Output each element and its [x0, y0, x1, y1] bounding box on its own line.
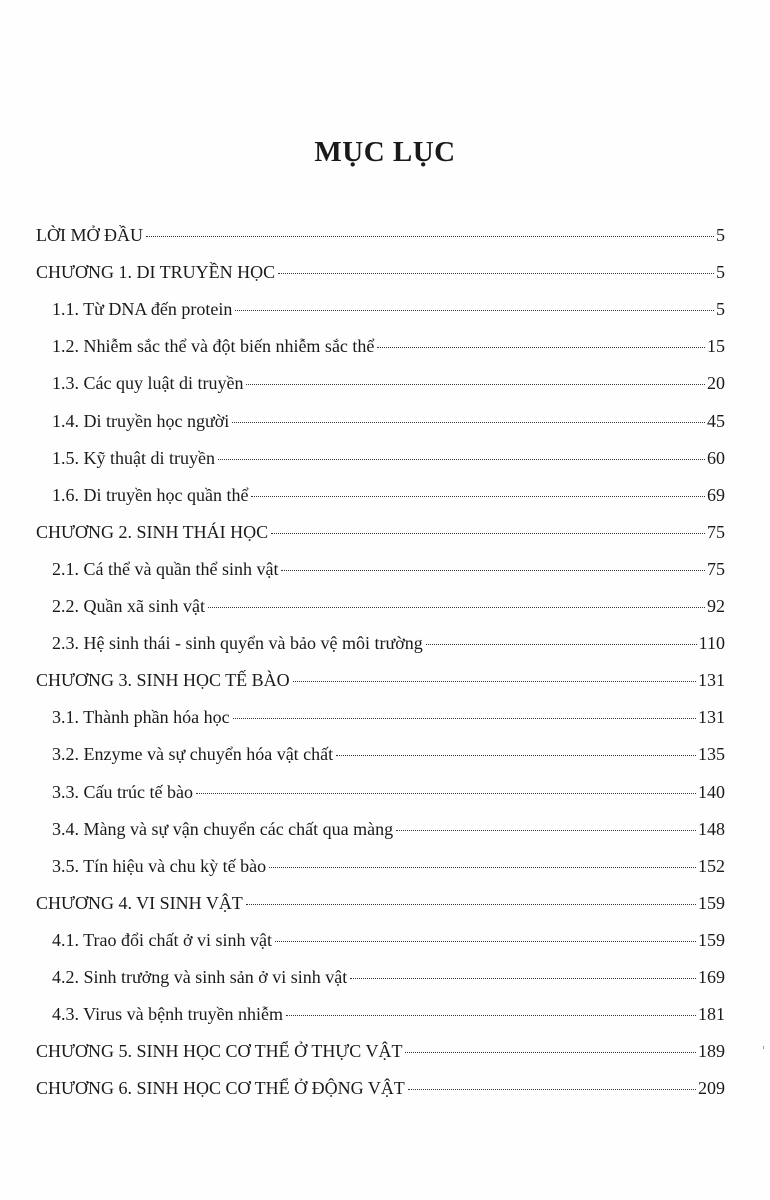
toc-dot-leader — [271, 533, 705, 534]
toc-section-entry — [52, 625, 725, 661]
toc-entry-label: 2.2. Quần xã sinh vật — [52, 596, 205, 616]
toc-chapter-entry — [36, 1033, 725, 1069]
toc-section-entry — [52, 551, 725, 587]
toc-page-number: 75 — [707, 559, 725, 579]
toc-page-number: 5 — [716, 225, 725, 245]
toc-entry-label: CHƯƠNG 1. DI TRUYỀN HỌC — [36, 262, 276, 282]
toc-page-number: 5 — [716, 299, 725, 319]
toc-dot-leader — [251, 496, 705, 497]
toc-chapter-entry — [36, 217, 725, 253]
toc-dot-leader — [196, 793, 696, 794]
toc-entry-label: CHƯƠNG 2. SINH THÁI HỌC — [36, 522, 269, 542]
toc-page-number: 148 — [698, 819, 725, 839]
toc-dot-leader — [269, 867, 696, 868]
toc-dot-leader — [350, 978, 696, 979]
toc-page-number: 135 — [698, 744, 725, 764]
toc-dot-leader — [232, 422, 705, 423]
toc-dot-leader — [246, 384, 705, 385]
toc-entry-label: 1.2. Nhiễm sắc thể và đột biến nhiễm sắc thể — [52, 336, 375, 356]
toc-dot-leader — [235, 310, 714, 311]
toc-entry-label: 1.6. Di truyền học quần thể — [52, 485, 249, 505]
toc-section-entry — [52, 365, 725, 401]
toc-section-entry — [52, 291, 725, 327]
toc-entry-label: 2.1. Cá thể và quần thể sinh vật — [52, 559, 279, 579]
toc-dot-leader — [405, 1052, 696, 1053]
toc-dot-leader — [293, 681, 696, 682]
toc-page-number: 131 — [698, 707, 725, 727]
toc-page-number: 60 — [707, 448, 725, 468]
toc-dot-leader — [408, 1089, 696, 1090]
toc-page-number: 181 — [698, 1004, 725, 1024]
toc-chapter-entry — [36, 885, 725, 921]
toc-entry-label: CHƯƠNG 3. SINH HỌC TẾ BÀO — [36, 670, 290, 690]
toc-dot-leader — [426, 644, 697, 645]
toc-page-number: 110 — [698, 633, 725, 653]
toc-dot-leader — [233, 718, 696, 719]
toc-section-entry — [52, 328, 725, 364]
toc-entry-label: CHƯƠNG 5. SINH HỌC CƠ THỂ Ở THỰC VẬT — [36, 1041, 403, 1061]
toc-entry-label: 2.3. Hệ sinh thái - sinh quyển và bảo vệ môi trường — [52, 633, 423, 653]
toc-section-entry — [52, 403, 725, 439]
toc-page-number: 131 — [698, 670, 725, 690]
toc-dot-leader — [218, 459, 705, 460]
toc-entry-label: CHƯƠNG 6. SINH HỌC CƠ THỂ Ở ĐỘNG VẬT — [36, 1078, 405, 1098]
toc-chapter-entry — [36, 1070, 725, 1106]
toc-section-entry — [52, 440, 725, 476]
toc-dot-leader — [377, 347, 705, 348]
toc-page-number: 152 — [698, 856, 725, 876]
toc-dot-leader — [275, 941, 696, 942]
toc-page-number: 140 — [698, 782, 725, 802]
toc-entry-label: 4.2. Sinh trưởng và sinh sản ở vi sinh vật — [52, 967, 348, 987]
scan-speck — [763, 1046, 764, 1049]
toc-page-number: 69 — [707, 485, 725, 505]
toc-dot-leader — [286, 1015, 696, 1016]
toc-chapter-entry — [36, 662, 725, 698]
toc-section-entry — [52, 477, 725, 513]
toc-entry-label: 4.3. Virus và bệnh truyền nhiễm — [52, 1004, 284, 1024]
toc-page-number: 5 — [716, 262, 725, 282]
toc-section-entry — [52, 774, 725, 810]
toc-entry-label: 3.2. Enzyme và sự chuyển hóa vật chất — [52, 744, 334, 764]
toc-dot-leader — [146, 236, 714, 237]
toc-chapter-entry — [36, 514, 725, 550]
toc-entry-label: 1.1. Từ DNA đến protein — [52, 299, 233, 319]
toc-section-entry — [52, 588, 725, 624]
toc-entry-label: 1.4. Di truyền học người — [52, 411, 230, 431]
toc-section-entry — [52, 996, 725, 1032]
toc-dot-leader — [246, 904, 696, 905]
toc-entry-label: 1.3. Các quy luật di truyền — [52, 373, 244, 393]
toc-section-entry — [52, 959, 725, 995]
toc-section-entry — [52, 811, 725, 847]
toc-section-entry — [52, 848, 725, 884]
toc-page-number: 209 — [698, 1078, 725, 1098]
toc-page-number: 20 — [707, 373, 725, 393]
toc-page-number: 15 — [707, 336, 725, 356]
toc-page-number: 45 — [707, 411, 725, 431]
toc-chapter-entry — [36, 254, 725, 290]
toc-page-number: 169 — [698, 967, 725, 987]
toc-dot-leader — [208, 607, 705, 608]
toc-page-number: 75 — [707, 522, 725, 542]
toc-dot-leader — [281, 570, 705, 571]
toc-section-entry — [52, 699, 725, 735]
toc-entry-label: 1.5. Kỹ thuật di truyền — [52, 448, 215, 468]
toc-entry-label: 3.4. Màng và sự vận chuyển các chất qua màng — [52, 819, 394, 839]
toc-page-number: 159 — [698, 893, 725, 913]
toc-section-entry — [52, 736, 725, 772]
toc-dot-leader — [336, 755, 696, 756]
toc-entry-label: 4.1. Trao đổi chất ở vi sinh vật — [52, 930, 273, 950]
toc-entry-label: LỜI MỞ ĐẦU — [36, 225, 143, 245]
toc-entry-label: 3.5. Tín hiệu và chu kỳ tế bào — [52, 856, 267, 876]
toc-dot-leader — [278, 273, 714, 274]
toc-entry-label: CHƯƠNG 4. VI SINH VẬT — [36, 893, 243, 913]
toc-entry-label: 3.3. Cấu trúc tế bào — [52, 782, 193, 802]
page-title: MỤC LỤC — [314, 136, 456, 168]
toc-page-number: 189 — [698, 1041, 725, 1061]
toc-entry-label: 3.1. Thành phần hóa học — [52, 707, 230, 727]
toc-page-number: 159 — [698, 930, 725, 950]
toc-page-number: 92 — [707, 596, 725, 616]
toc-section-entry — [52, 922, 725, 958]
toc-dot-leader — [396, 830, 696, 831]
